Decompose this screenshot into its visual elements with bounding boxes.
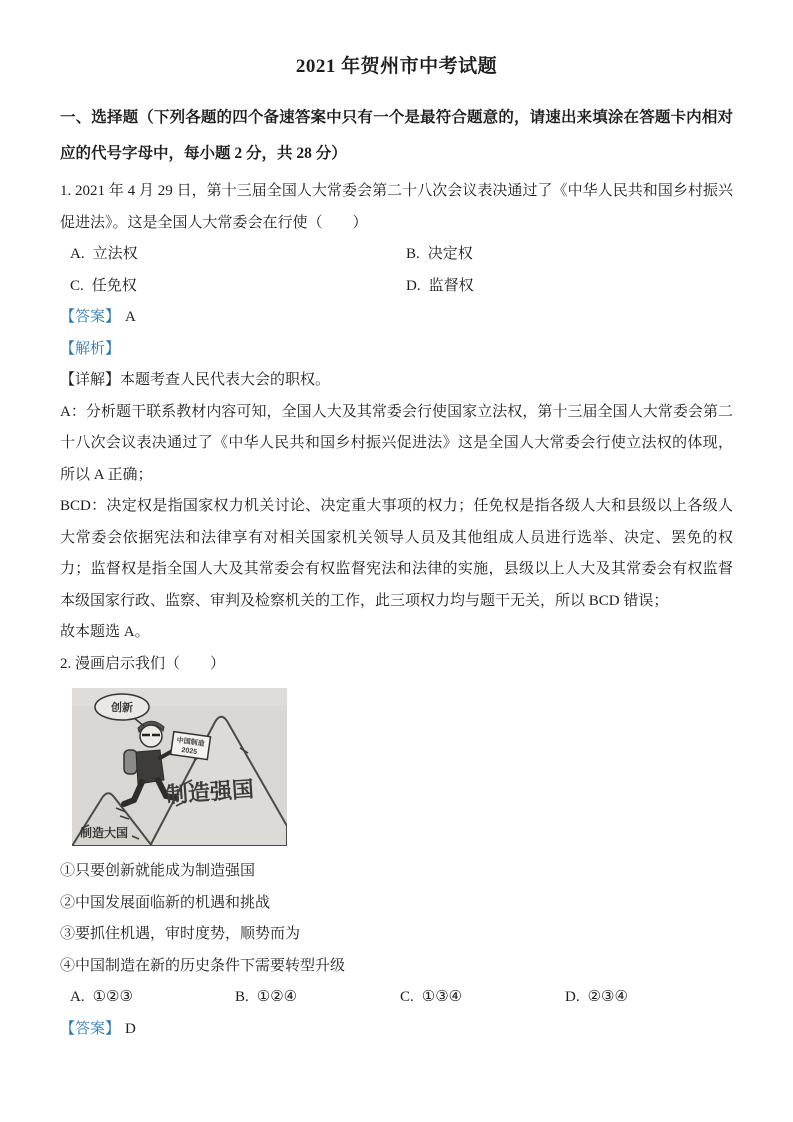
q1-option-c-label: C. — [70, 277, 84, 294]
q1-answer-tag: 【答案】 — [60, 309, 121, 325]
q2-option-d-text: ②③④ — [587, 989, 628, 1005]
q1-option-a-label: A. — [70, 246, 85, 262]
sign-text-line2: 2025 — [181, 746, 198, 756]
q2-option-c-text: ①③④ — [421, 989, 463, 1005]
small-hill-label: 制造大国 — [80, 826, 129, 840]
q1-option-b-label: B. — [406, 246, 420, 262]
q1-option-d-text: 监督权 — [428, 277, 474, 294]
q2-item-4: ④中国制造在新的历史条件下需要转型升级 — [60, 957, 346, 974]
q1-options-row-1 — [60, 239, 733, 271]
q2-option-b — [225, 982, 390, 1014]
q1-explain-a: A：分析题干联系教材内容可知，全国人大及其常委会行使国家立法权，第十三届全国人大常委会第二十八次会议表决通过了《中华人民共和国乡村振兴促进法》这是全国人大常委会行使立法权的体现，所以 A 正确； — [60, 403, 733, 483]
q2-item-2: ②中国发展面临新的机遇和挑战 — [60, 894, 271, 911]
q2-option-b-text: ①②④ — [256, 989, 298, 1005]
q1-option-a-text: 立法权 — [92, 246, 138, 262]
q2-stem: 2. 漫画启示我们（ ） — [60, 655, 226, 672]
page-title: 2021 年贺州市中考试题 — [295, 56, 498, 77]
q2-option-b-label: B. — [235, 989, 249, 1005]
q1-option-c-text: 任免权 — [91, 277, 137, 294]
q1-analysis-tag: 【解析】 — [60, 340, 121, 357]
q2-options-row — [60, 982, 733, 1014]
q2-item-1: ①只要创新就能成为制造强国 — [60, 863, 256, 879]
q1-option-c — [60, 271, 396, 303]
q2-option-a-label: A. — [70, 989, 85, 1005]
q2-cartoon-figure — [72, 688, 287, 846]
q2-option-d — [555, 982, 720, 1014]
q2-option-a — [60, 982, 225, 1014]
q2-answer-value: D — [125, 1020, 136, 1037]
q2-answer-tag: 【答案】 — [60, 1020, 121, 1037]
sign-group — [171, 732, 211, 760]
q2-cartoon-image — [72, 688, 287, 846]
q2-option-a-text: ①②③ — [92, 989, 133, 1005]
sign-text-line1: 中国制造 — [176, 737, 205, 748]
q1-analysis-line — [60, 334, 733, 366]
q1-option-d-label: D. — [406, 277, 421, 294]
big-hill-label: 制造强国 — [165, 776, 255, 808]
q2-option-c — [390, 982, 555, 1014]
q1-options-row-2 — [60, 271, 733, 303]
section-heading: 一、选择题（下列各题的四个备速答案中只有一个是最符合题意的，请速出来填涂在答题卡内相对应的代号字母中，每小题 2 分，共 28 分） — [60, 109, 733, 162]
q1-explain-bcd: BCD：决定权是指国家权力机关讨论、决定重大事项的权力；任免权是指各级人大和县级以上各级人大常委会依据宪法和法律享有对相关国家机关领导人员及其他组成人员进行选举、决定、罢免的权力；监督权是指全国人大及其常委会有权监督宪法和法律的实施，县级以上人大及其常委会有权监督本级国家行政、监察、审判及检察机关的工作，此三项权力均与题干无关，所以 BCD 错误； — [60, 498, 733, 609]
q1-option-b — [396, 239, 732, 271]
q2-item-3: ③要抓住机遇，审时度势，顺势而为 — [60, 926, 301, 942]
q2-option-d-label: D. — [565, 989, 580, 1005]
q1-stem: 1. 2021 年 4 月 29 日，第十三届全国人大常委会第二十八次会议表决通过了《中华人民共和国乡村振兴促进法》。这是全国人大常委会在行使（ ） — [60, 183, 733, 231]
q1-option-d — [396, 271, 732, 303]
q2-answer-line — [60, 1014, 733, 1046]
backpack — [124, 750, 137, 774]
q1-option-a — [60, 239, 396, 271]
speech-bubble-text: 创新 — [111, 702, 133, 714]
q2-option-c-label: C. — [400, 989, 414, 1005]
q1-answer-value: A — [125, 309, 136, 325]
q1-detail-line: 【详解】本题考查人民代表大会的职权。 — [60, 372, 331, 388]
q1-conclusion: 故本题选 A。 — [60, 624, 150, 640]
q1-answer-line — [60, 302, 733, 334]
q1-option-b-text: 决定权 — [427, 246, 473, 262]
